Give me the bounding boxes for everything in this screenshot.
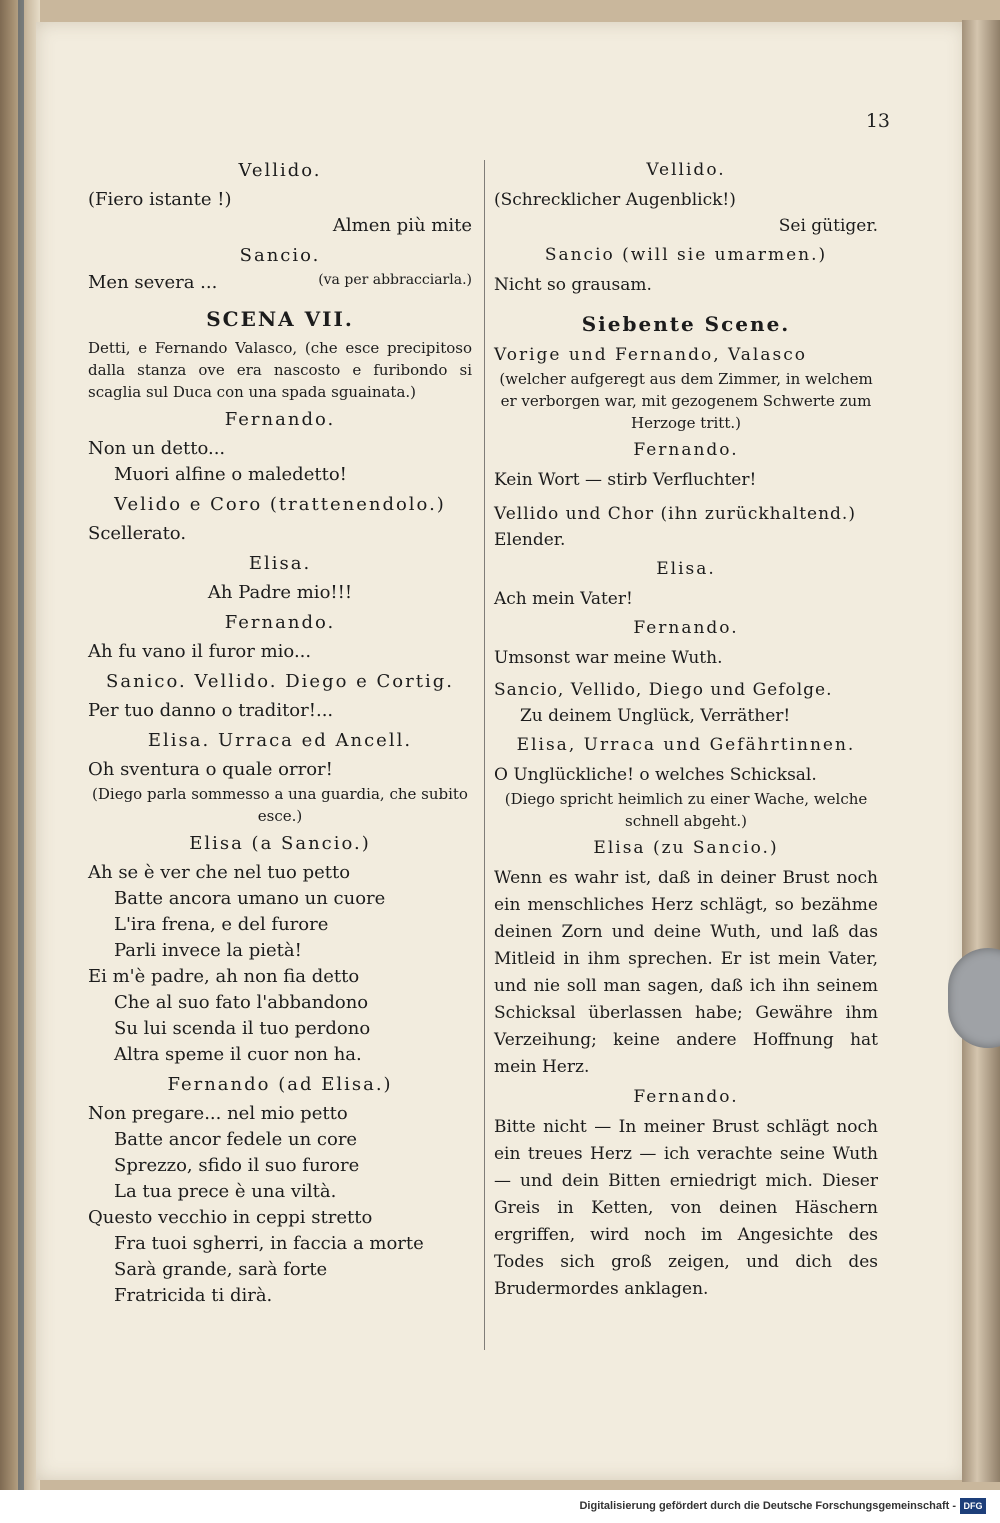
german-column — [494, 154, 878, 1303]
verse-line: Parli invece la pietà! — [114, 940, 302, 961]
speaker-label: Vellido und Chor (ihn zurückhaltend.) — [494, 504, 856, 524]
verse-line: Fra tuoi sgherri, in faccia a morte — [114, 1233, 424, 1254]
text-line: Elender. — [494, 530, 566, 550]
scene-intro: Detti, e Fernando Valasco, (che esce precipitoso dalla stanza ove era nascosto e furibondo si scaglia sul Duca con una spada sguainata.) — [88, 339, 472, 401]
text-line: Per tuo danno o traditor!... — [88, 700, 334, 721]
speaker-label: Fernando. — [224, 612, 336, 633]
page-edge — [962, 20, 1000, 1482]
speaker-label: Sanico. Vellido. Diego e Cortig. — [106, 671, 454, 692]
footer-bar — [0, 1492, 1000, 1523]
verse-line: Batte ancor fedele un core — [114, 1129, 358, 1150]
scene-heading: SCENA VII. — [206, 307, 354, 331]
text-line: Oh sventura o quale orror! — [88, 759, 333, 780]
speaker-label: Fernando (ad Elisa.) — [167, 1074, 393, 1095]
text-line: Zu deinem Unglück, Verräther! — [520, 706, 791, 726]
verse-line: Altra speme il cuor non ha. — [114, 1044, 362, 1065]
text-line: O Unglückliche! o welches Schicksal. — [494, 765, 817, 785]
speaker-label: Vellido. — [238, 160, 322, 181]
thumb-tab — [948, 948, 1000, 1048]
text-line: Ach mein Vater! — [494, 589, 633, 609]
verse-line: L'ira frena, e del furore — [114, 914, 329, 935]
text-line: Sei gütiger. — [778, 216, 878, 236]
stage-direction: (va per abbracciarla.) — [318, 272, 472, 288]
speaker-label: Fernando. — [224, 409, 336, 430]
speaker-label: Elisa. — [656, 559, 716, 579]
text-line: Ah fu vano il furor mio... — [88, 641, 312, 662]
stage-direction: (welcher aufgeregt aus dem Zimmer, in welchem er verborgen war, mit gezogenem Schwerte zum Herzoge tritt.) — [499, 370, 873, 432]
verse-line: Su lui scenda il tuo perdono — [114, 1018, 371, 1039]
spacer — [494, 493, 878, 501]
speaker-label: Elisa. Urraca ed Ancell. — [147, 730, 413, 751]
text-line: Non un detto... — [88, 438, 226, 459]
speaker-label: Fernando. — [633, 440, 739, 460]
speaker-label: Elisa (a Sancio.) — [189, 833, 371, 854]
speaker-label: Sancio (will sie umarmen.) — [544, 245, 828, 265]
text-line: Umsonst war meine Wuth. — [494, 648, 723, 668]
text-line-with-stage — [88, 272, 472, 293]
verse-line: Che al suo fato l'abbandono — [114, 992, 369, 1013]
paragraph: Bitte nicht — In meiner Brust schlägt noch ein treues Herz — ich verachte seine Wuth — und dein Bitten erniedrigt mich. Dieser Greis in Ketten, von deinen Häschern ergriffen, wird noch im Angesichte des Todes sich groß zeigen, und dich des Brudermordes anklagen. — [494, 1117, 878, 1299]
scene-heading: Siebente Scene. — [581, 312, 791, 336]
text-line: Almen più mite — [332, 215, 472, 236]
speaker-label: Sancio, Vellido, Diego und Gefolge. — [494, 680, 833, 700]
speaker-label: Fernando. — [633, 1087, 739, 1107]
text-line: Ah Padre mio!!! — [207, 582, 353, 603]
speaker-label: Elisa. — [248, 553, 312, 574]
speaker-label: Velido e Coro (trattenendolo.) — [114, 494, 446, 515]
dfg-logo: DFG — [960, 1498, 986, 1514]
text-line: Men severa ... — [88, 272, 218, 293]
text-line: Scellerato. — [88, 523, 187, 544]
column-divider — [484, 160, 485, 1350]
speaker-label: Sancio. — [239, 245, 321, 266]
italian-column — [88, 154, 472, 1309]
text-line: Muori alfine o maledetto! — [114, 464, 347, 485]
scene-intro: Vorige und Fernando, Valasco — [494, 345, 807, 365]
page-number: 13 — [865, 110, 890, 132]
paragraph: Wenn es wahr ist, daß in deiner Brust noch ein menschliches Herz schlägt, so bezähme deinen Zorn und deine Wuth, und laß das Mitleid in ihm sprechen. Er ist mein Vater, und nie soll man sagen, daß ich ihn seinem Schicksal überlassen habe; Gewähre ihm Verzeihung; keine andere Hoffnung hat mein Herz. — [494, 868, 878, 1077]
verse-line: Non pregare... nel mio petto — [88, 1103, 348, 1124]
speaker-label: Elisa (zu Sancio.) — [593, 838, 779, 858]
verse-line: Sarà grande, sarà forte — [114, 1259, 328, 1280]
text-line: Kein Wort — stirb Verfluchter! — [494, 470, 757, 490]
verse-line: Sprezzo, sfido il suo furore — [114, 1155, 360, 1176]
verse-line: La tua prece è una viltà. — [114, 1181, 337, 1202]
text-line: Nicht so grausam. — [494, 275, 652, 295]
speaker-label: Vellido. — [646, 160, 726, 180]
speaker-label: Fernando. — [633, 618, 739, 638]
verse-line: Ah se è ver che nel tuo petto — [88, 862, 351, 883]
verse-line: Batte ancora umano un cuore — [114, 888, 386, 909]
funding-credit: Digitalisierung gefördert durch die Deutsche Forschungsgemeinschaft - — [579, 1500, 956, 1512]
stage-direction: (Diego spricht heimlich zu einer Wache, welche schnell abgeht.) — [504, 790, 868, 830]
verse-line: Fratricida ti dirà. — [114, 1285, 273, 1306]
spine-binding-stripe — [18, 0, 24, 1490]
text-line: (Schrecklicher Augenblick!) — [494, 190, 736, 210]
verse-line: Questo vecchio in ceppi stretto — [88, 1207, 373, 1228]
text-line: (Fiero istante !) — [88, 189, 232, 210]
speaker-label: Elisa, Urraca und Gefährtinnen. — [516, 735, 856, 755]
stage-direction: (Diego parla sommesso a una guardia, che subito esce.) — [92, 785, 468, 825]
verse-line: Ei m'è padre, ah non fia detto — [88, 966, 360, 987]
book-spine — [0, 0, 40, 1490]
